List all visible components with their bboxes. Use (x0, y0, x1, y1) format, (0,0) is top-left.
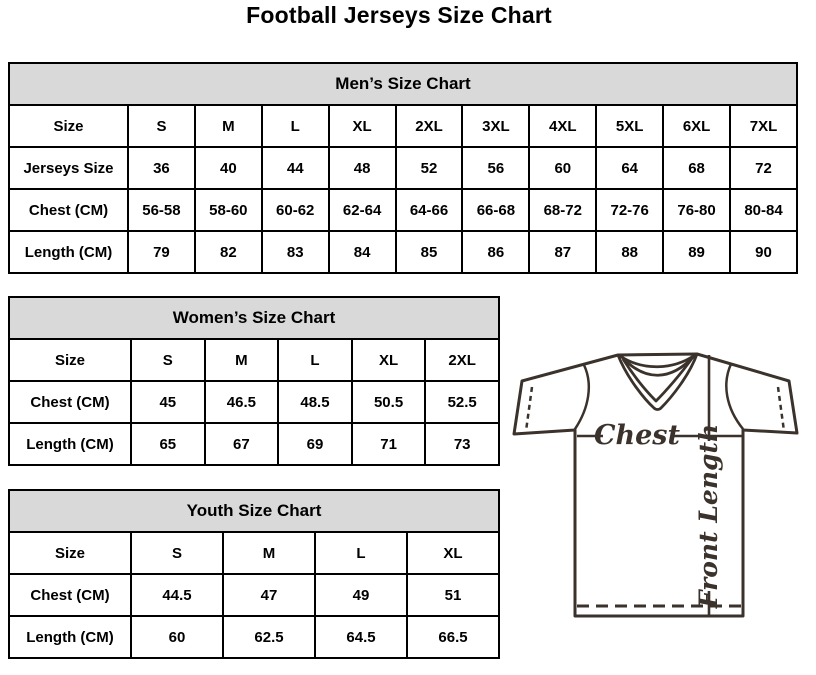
row-label: Size (9, 105, 128, 147)
table-cell: 84 (329, 231, 396, 273)
table-cell: 44.5 (131, 574, 223, 616)
table-cell: S (131, 339, 205, 381)
table-cell: 67 (205, 423, 279, 465)
womens-size-table (8, 296, 500, 466)
table-cell: 36 (128, 147, 195, 189)
table-cell: 85 (396, 231, 463, 273)
table-cell: 60 (131, 616, 223, 658)
mens-size-table (8, 62, 798, 274)
table-row (9, 189, 797, 231)
armhole-seam-right (726, 364, 743, 429)
table-cell: L (315, 532, 407, 574)
table-cell: 49 (315, 574, 407, 616)
table-cell: 64 (596, 147, 663, 189)
table-cell: 68 (663, 147, 730, 189)
table-cell: 64.5 (315, 616, 407, 658)
row-label: Length (CM) (9, 231, 128, 273)
table-cell: 60 (529, 147, 596, 189)
table-cell: 66-68 (462, 189, 529, 231)
table-cell: 48 (329, 147, 396, 189)
table-cell: 87 (529, 231, 596, 273)
table-cell: 47 (223, 574, 315, 616)
table-cell: 50.5 (352, 381, 426, 423)
front-length-label: Front Length (694, 423, 723, 609)
table-cell: 52.5 (425, 381, 499, 423)
table-cell: 3XL (462, 105, 529, 147)
table-cell: 72 (730, 147, 797, 189)
jersey-outline (514, 354, 797, 616)
row-label: Chest (CM) (9, 574, 131, 616)
table-cell: 71 (352, 423, 426, 465)
table-cell: 64-66 (396, 189, 463, 231)
men-table-header-row (9, 63, 797, 105)
table-cell: 80-84 (730, 189, 797, 231)
row-label: Size (9, 532, 131, 574)
table-cell: S (131, 532, 223, 574)
table-cell: 86 (462, 231, 529, 273)
row-label: Size (9, 339, 131, 381)
table-cell: 51 (407, 574, 499, 616)
table-cell: M (195, 105, 262, 147)
table-cell: 76-80 (663, 189, 730, 231)
women-table-title: Women’s Size Chart (9, 297, 499, 339)
table-cell: 46.5 (205, 381, 279, 423)
table-cell: 52 (396, 147, 463, 189)
table-row (9, 423, 499, 465)
table-cell: 69 (278, 423, 352, 465)
table-cell: 5XL (596, 105, 663, 147)
table-cell: L (262, 105, 329, 147)
table-row (9, 532, 499, 574)
table-cell: 40 (195, 147, 262, 189)
chest-label: Chest (594, 420, 680, 451)
table-cell: M (205, 339, 279, 381)
table-cell: XL (407, 532, 499, 574)
table-cell: 58-60 (195, 189, 262, 231)
table-cell: 66.5 (407, 616, 499, 658)
jersey-measurement-diagram (505, 340, 805, 632)
table-row (9, 147, 797, 189)
table-row (9, 616, 499, 658)
youth-size-table (8, 489, 500, 659)
table-cell: XL (352, 339, 426, 381)
table-cell: 72-76 (596, 189, 663, 231)
table-cell: 48.5 (278, 381, 352, 423)
table-cell: 60-62 (262, 189, 329, 231)
table-row (9, 339, 499, 381)
table-cell: 7XL (730, 105, 797, 147)
table-cell: 56 (462, 147, 529, 189)
table-cell: 65 (131, 423, 205, 465)
women-table-header-row (9, 297, 499, 339)
table-cell: 44 (262, 147, 329, 189)
page-title: Football Jerseys Size Chart (246, 2, 552, 28)
row-label: Chest (CM) (9, 381, 131, 423)
table-cell: XL (329, 105, 396, 147)
table-cell: 83 (262, 231, 329, 273)
row-label: Length (CM) (9, 423, 131, 465)
table-cell: 62-64 (329, 189, 396, 231)
row-label: Length (CM) (9, 616, 131, 658)
men-table-title: Men’s Size Chart (9, 63, 797, 105)
table-cell: 6XL (663, 105, 730, 147)
table-cell: L (278, 339, 352, 381)
youth-table-title: Youth Size Chart (9, 490, 499, 532)
table-cell: 90 (730, 231, 797, 273)
table-cell: M (223, 532, 315, 574)
table-cell: 73 (425, 423, 499, 465)
table-cell: 45 (131, 381, 205, 423)
table-cell: 89 (663, 231, 730, 273)
sleeve-stitch-right-icon (778, 387, 784, 431)
table-cell: 79 (128, 231, 195, 273)
table-cell: 2XL (396, 105, 463, 147)
table-cell: 2XL (425, 339, 499, 381)
row-label: Chest (CM) (9, 189, 128, 231)
row-label: Jerseys Size (9, 147, 128, 189)
youth-table-header-row (9, 490, 499, 532)
table-row (9, 105, 797, 147)
table-cell: 68-72 (529, 189, 596, 231)
sleeve-stitch-left-icon (526, 387, 532, 431)
armhole-seam-left (575, 365, 589, 429)
table-cell: 56-58 (128, 189, 195, 231)
table-row (9, 381, 499, 423)
table-cell: 82 (195, 231, 262, 273)
table-cell: 4XL (529, 105, 596, 147)
table-cell: S (128, 105, 195, 147)
table-cell: 62.5 (223, 616, 315, 658)
table-cell: 88 (596, 231, 663, 273)
table-row (9, 231, 797, 273)
table-row (9, 574, 499, 616)
